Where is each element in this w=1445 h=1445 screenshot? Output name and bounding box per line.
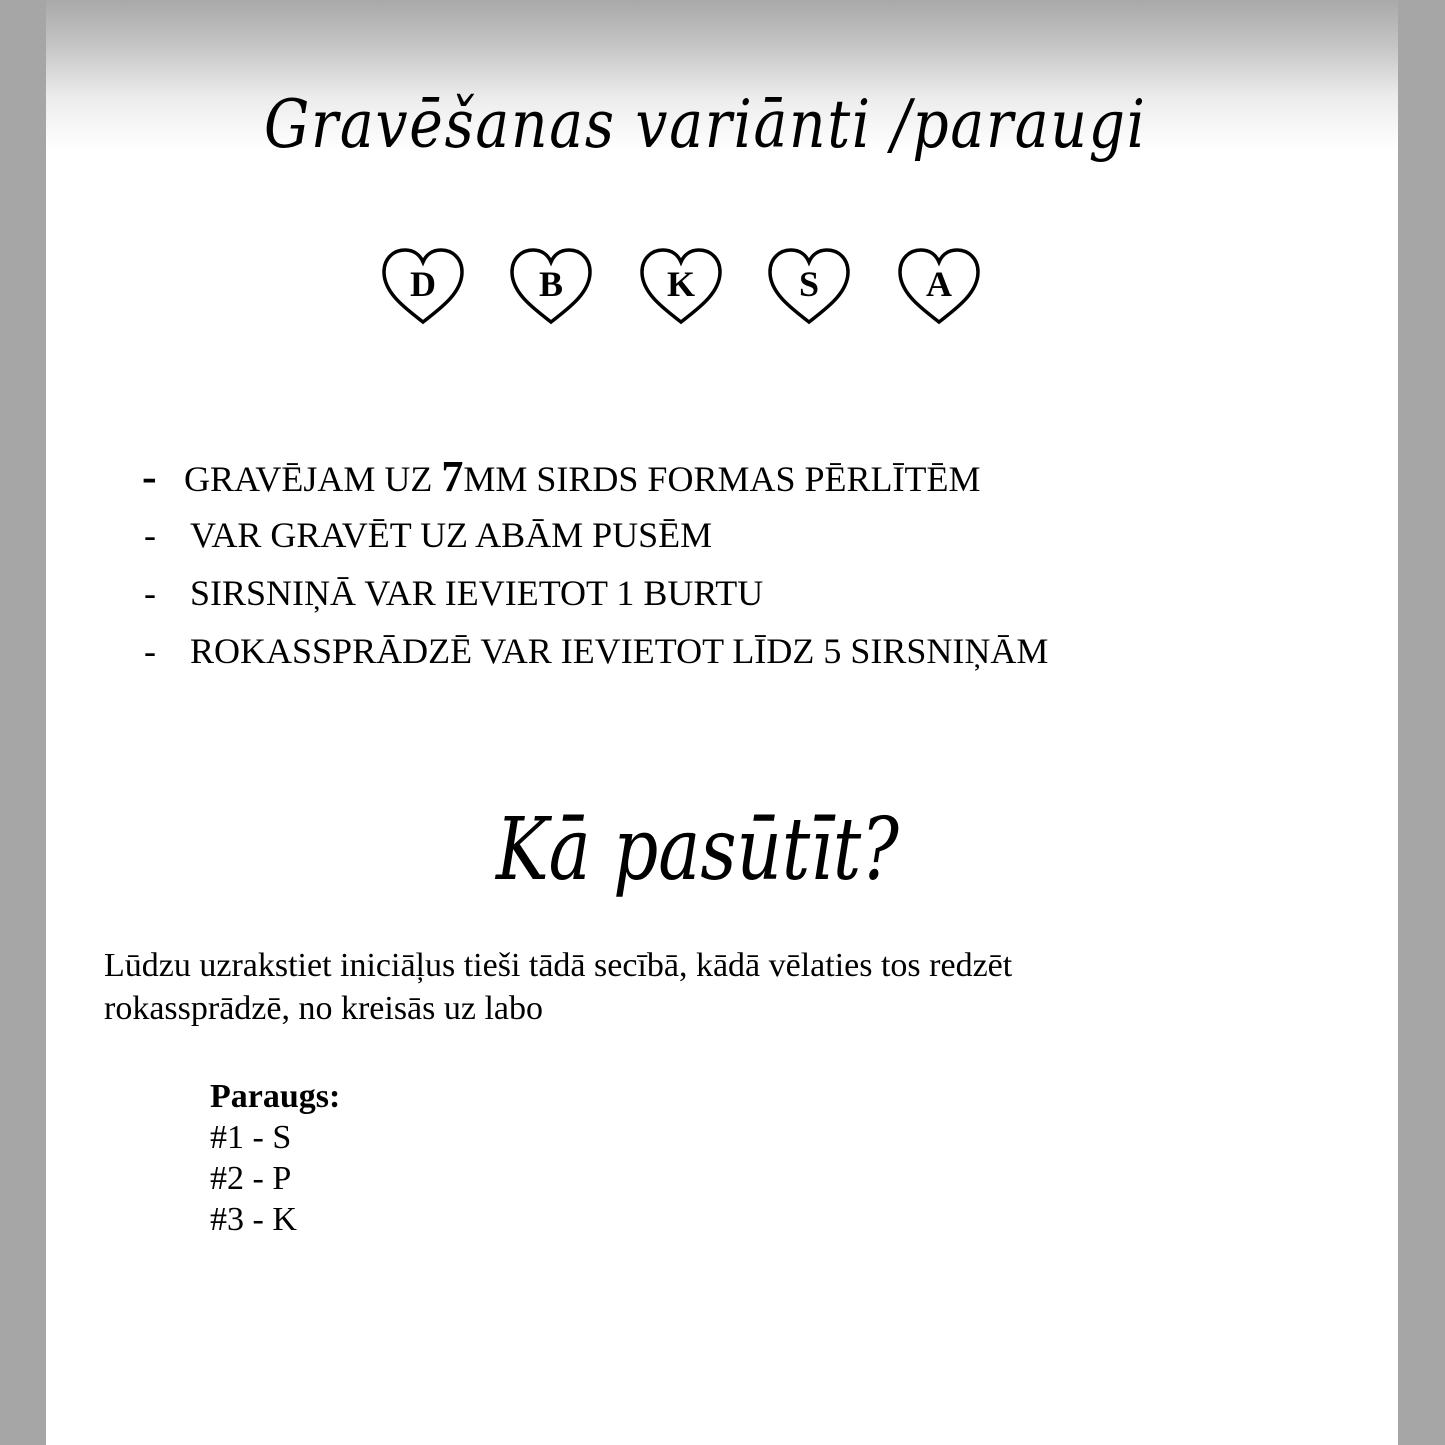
- sample-line: #2 - P: [210, 1160, 292, 1197]
- feature-text: VAR GRAVĒT UZ ABĀM PUSĒM: [190, 515, 713, 555]
- feature-text: SIRSNIŅĀ VAR IEVIETOT 1 BURTU: [190, 573, 764, 613]
- sample-line: #3 - K: [210, 1201, 297, 1238]
- heart-letter: D: [410, 264, 436, 304]
- order-instructions: [104, 944, 1204, 1030]
- sample-block: [210, 1076, 340, 1240]
- feature-item: [142, 564, 1048, 622]
- feature-item: [142, 448, 1048, 506]
- sample-heading: Paraugs:: [210, 1078, 341, 1115]
- instruction-line: rokassprādzē, no kreisās uz labo: [104, 990, 544, 1027]
- heart-bead-2: [508, 246, 594, 326]
- bullet-dash: -: [144, 515, 156, 555]
- page-title: Gravēšanas variānti /paraugi: [264, 86, 1147, 163]
- sample-line: #1 - S: [210, 1119, 292, 1156]
- heart-bead-3: [638, 246, 724, 326]
- feature-item: [142, 622, 1048, 680]
- heart-bead-5: [896, 246, 982, 326]
- feature-item: [142, 506, 1048, 564]
- bullet-dash: -: [144, 573, 156, 613]
- feature-text: GRAVĒJAM UZ: [184, 459, 442, 499]
- instruction-line: Lūdzu uzrakstiet iniciāļus tieši tādā secībā, kādā vēlaties tos redzēt: [104, 947, 1013, 984]
- heart-letter: K: [666, 264, 695, 304]
- bullet-dash: -: [144, 631, 156, 671]
- heart-samples: [380, 246, 1000, 328]
- size-number: 7: [441, 452, 464, 501]
- bullet-dash: -: [142, 452, 157, 501]
- heart-bead-4: [766, 246, 852, 326]
- feature-text: ROKASSPRĀDZĒ VAR IEVIETOT LĪDZ 5 SIRSNIŅĀM: [190, 631, 1049, 671]
- order-heading: Kā pasūtīt?: [496, 800, 899, 900]
- heart-letter: B: [538, 264, 563, 304]
- feature-text: MM SIRDS FORMAS PĒRLĪTĒM: [463, 459, 981, 499]
- feature-list: [142, 448, 1048, 680]
- heart-letter: S: [798, 264, 820, 304]
- document-page: [46, 0, 1398, 1445]
- heart-letter: A: [926, 264, 952, 304]
- heart-bead-1: [380, 246, 466, 326]
